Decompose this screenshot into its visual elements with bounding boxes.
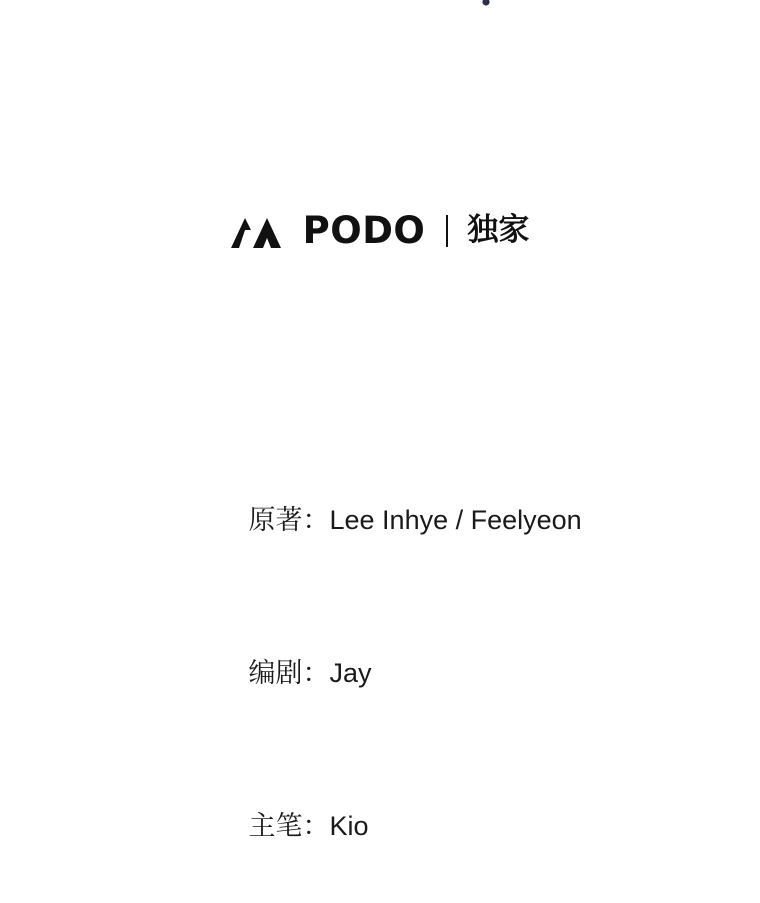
credit-role-label: 主笔： [248, 811, 330, 842]
logo-divider [446, 215, 448, 247]
credit-role-label: 编剧： [248, 658, 330, 689]
credit-row-writer [197, 597, 717, 750]
credits-block [197, 444, 717, 903]
podo-logo [0, 209, 760, 252]
credit-role-label: 原著： [248, 505, 330, 536]
swirl-flourish-icon [424, 0, 544, 20]
credit-name-value: Kio [329, 811, 369, 841]
credit-name-value: Jay [329, 658, 372, 688]
credit-row-original [197, 444, 717, 597]
logo-suffix-label: 独家 [467, 212, 530, 248]
credit-row-artist [197, 750, 717, 903]
credit-name-value: Lee Inhye / Feelyeon [329, 505, 582, 535]
logo-wordmark: PODO [302, 209, 426, 252]
podo-mark-icon [231, 214, 289, 248]
